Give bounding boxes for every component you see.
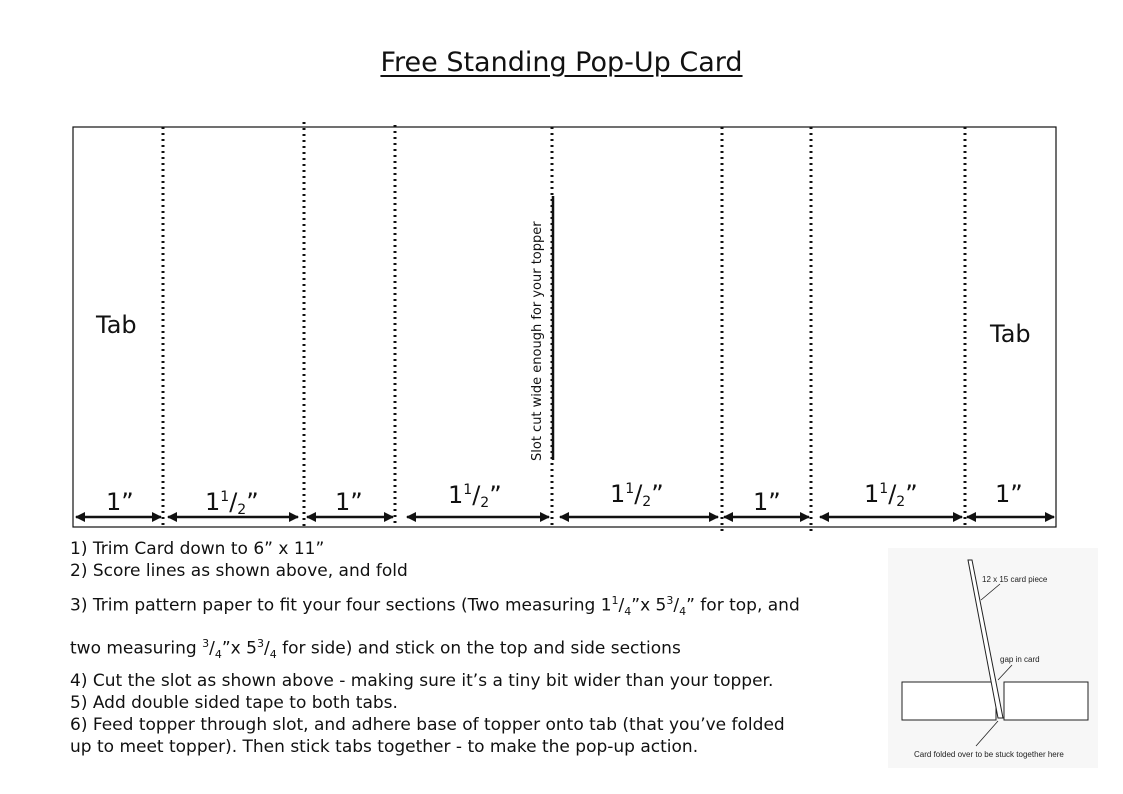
dimension-label: 11/2” [448, 481, 502, 511]
step-2: 2) Score lines as shown above, and fold [70, 561, 408, 581]
tab-right-label: Tab [990, 320, 1031, 348]
dimension-label: 11/2” [610, 480, 664, 510]
score-lines [163, 122, 965, 533]
label-gap: gap in card [1000, 655, 1040, 664]
step-4: 4) Cut the slot as shown above - making sure it’s a tiny bit wider than your topper. [70, 671, 774, 692]
topper-insertion-figure [888, 548, 1098, 768]
dimension-label: 11/2” [864, 480, 918, 510]
step-3-line-2: two measuring $^3/_4”x$ $5^3/_4$ for side) and stick on the top and side sections [70, 637, 681, 662]
dimension-label: 1” [106, 488, 134, 516]
tab-left-label: Tab [96, 311, 137, 339]
step-1: 1) Trim Card down to 6” x 11” [70, 539, 325, 559]
slot-label: Slot cut wide enough for your topper [530, 221, 545, 461]
page-title: Free Standing Pop-Up Card [380, 47, 743, 78]
instruction-steps [70, 538, 800, 758]
step-6-line-2: up to meet topper). Then stick tabs together - to make the pop-up action. [70, 737, 699, 758]
step-5: 5) Add double sided tape to both tabs. [70, 693, 398, 714]
step-3-line-1: 3) Trim pattern paper to fit your four sections (Two measuring $1^1/_4”x$ $5^3/_4$” for top, and [70, 594, 800, 619]
card-base-right [1004, 682, 1088, 720]
dimension-label: 1” [335, 488, 363, 516]
card-outline [73, 127, 1056, 527]
dimension-label: 11/2” [205, 488, 259, 518]
label-fold: Card folded over to be stuck together here [914, 750, 1064, 759]
dimension-label: 1” [995, 480, 1023, 508]
card-base-left [902, 682, 996, 720]
step-6-line-1: 6) Feed topper through slot, and adhere base of topper onto tab (that you’ve folded [70, 715, 785, 736]
label-card-piece: 12 x 15 card piece [982, 575, 1048, 584]
dimension-label: 1” [753, 488, 781, 516]
